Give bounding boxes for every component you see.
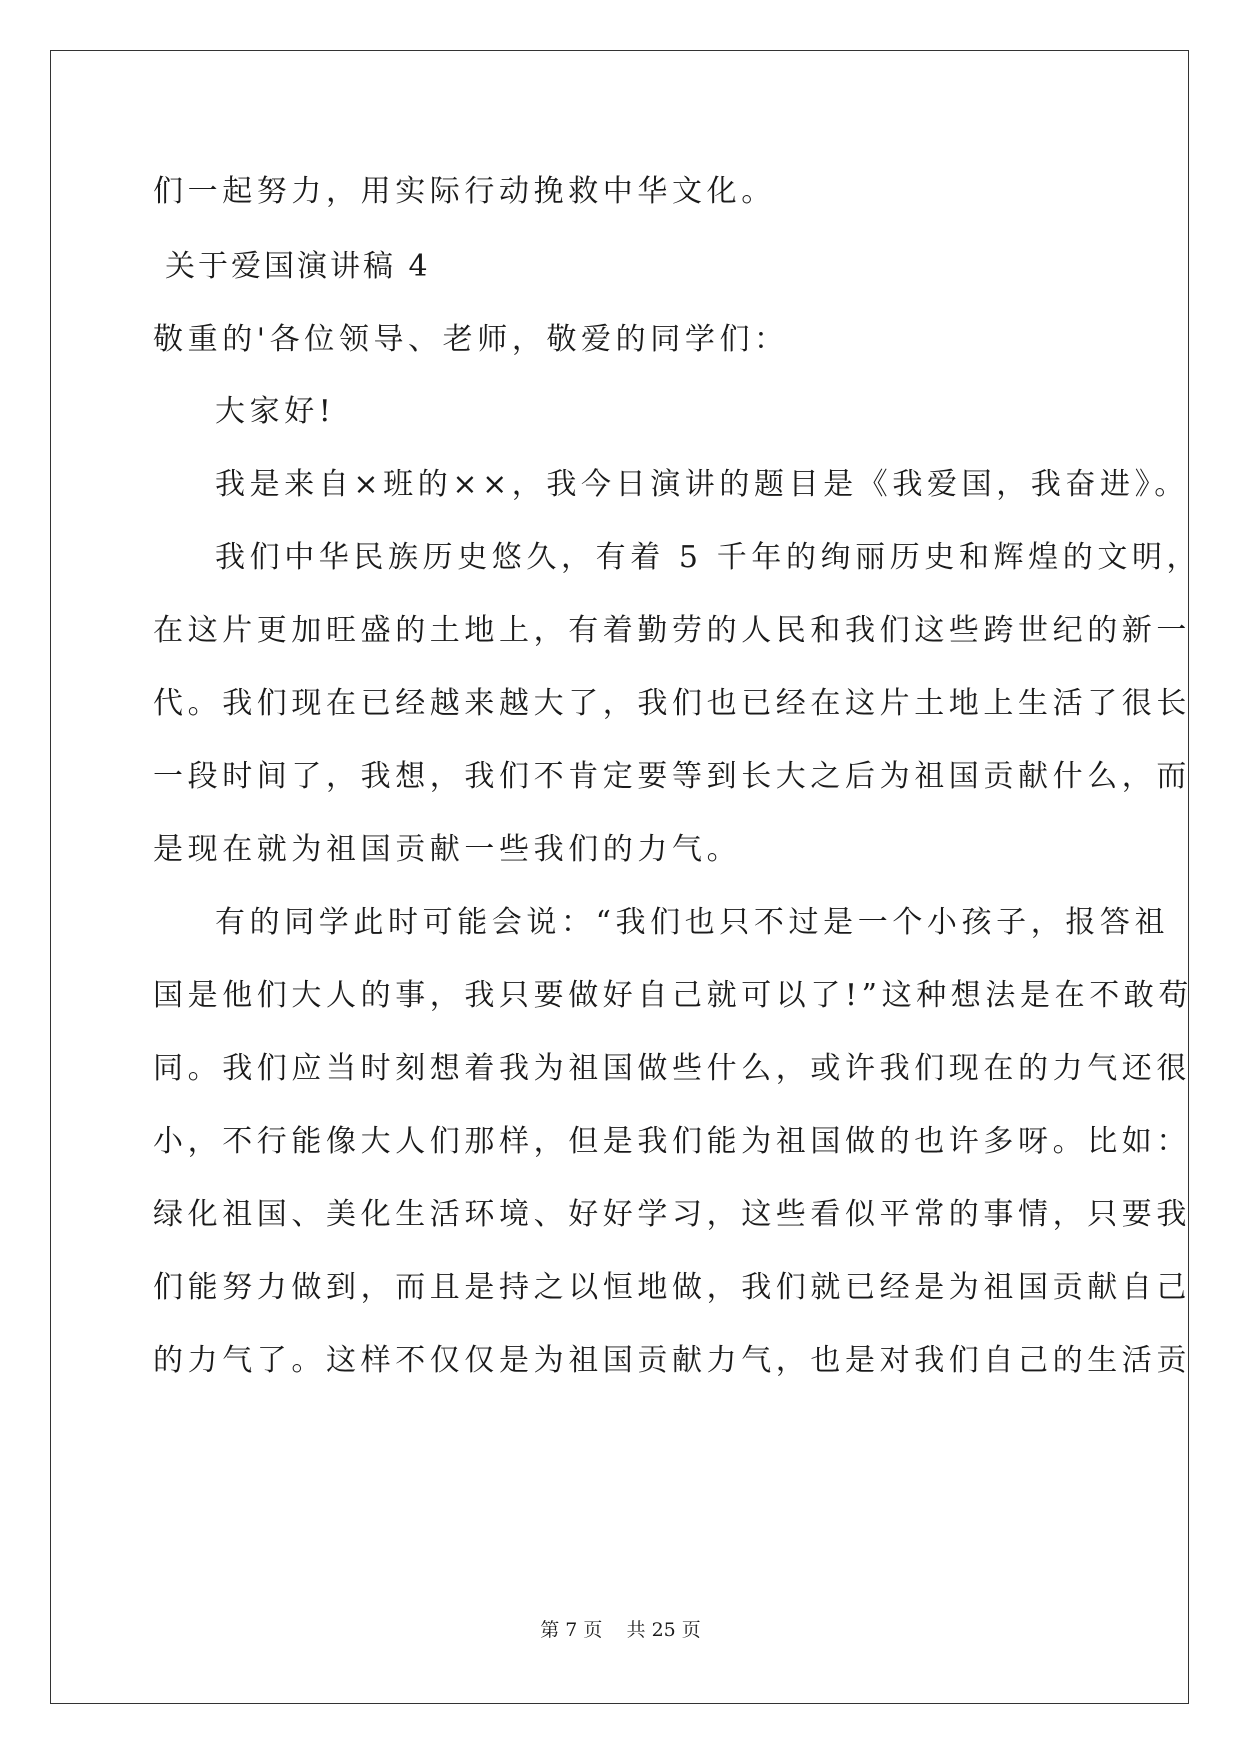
body-line-1: 们一起努力，用实际行动挽救中华文化。 <box>153 174 776 209</box>
section-title: 关于爱国演讲稿 4 <box>165 249 431 284</box>
body-line-17: 的力气了。这样不仅仅是为祖国贡献力气，也是对我们自己的生活贡 <box>153 1343 1191 1378</box>
body-line-11: 有的同学此时可能会说：“我们也只不过是一个小孩子，报答祖 <box>215 905 1170 940</box>
page-border <box>50 50 1189 1704</box>
body-line-9: 一段时间了，我想，我们不肯定要等到长大之后为祖国贡献什么，而 <box>153 759 1191 794</box>
body-line-14: 小，不行能像大人们那样，但是我们能为祖国做的也许多呀。比如： <box>153 1124 1191 1159</box>
body-line-10: 是现在就为祖国贡献一些我们的力气。 <box>153 832 742 867</box>
body-line-8: 代。我们现在已经越来越大了，我们也已经在这片土地上生活了很长 <box>153 686 1191 721</box>
page-number-footer: 第 7 页 共 25 页 <box>540 1619 701 1641</box>
body-line-6: 我们中华民族历史悠久，有着 5 千年的绚丽历史和辉煌的文明， <box>215 540 1202 575</box>
body-line-12: 国是他们大人的事，我只要做好自己就可以了!”这种想法是在不敢苟 <box>153 978 1193 1013</box>
greeting: 大家好! <box>215 394 336 429</box>
body-line-7: 在这片更加旺盛的土地上，有着勤劳的人民和我们这些跨世纪的新一 <box>153 613 1191 648</box>
salutation: 敬重的'各位领导、老师，敬爱的同学们： <box>153 322 789 357</box>
body-line-13: 同。我们应当时刻想着我为祖国做些什么，或许我们现在的力气还很 <box>153 1051 1191 1086</box>
body-line-5: 我是来自×班的××，我今日演讲的题目是《我爱国，我奋进》。 <box>215 467 1189 502</box>
body-line-15: 绿化祖国、美化生活环境、好好学习，这些看似平常的事情，只要我 <box>153 1197 1191 1232</box>
body-line-16: 们能努力做到，而且是持之以恒地做，我们就已经是为祖国贡献自己 <box>153 1270 1191 1305</box>
